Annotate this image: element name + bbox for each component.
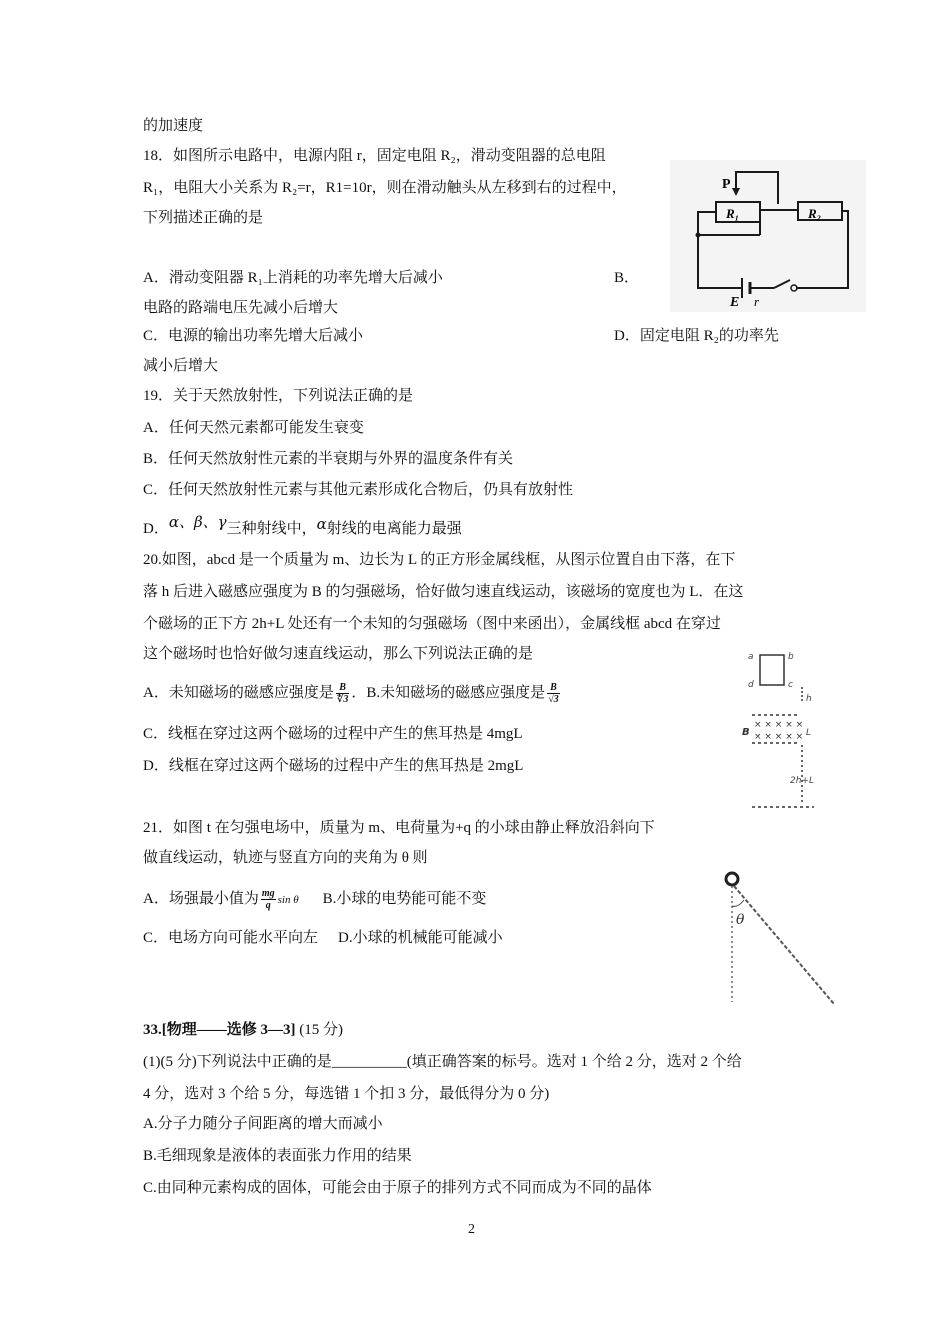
q19-option-d-mid: 三种射线中， (226, 521, 317, 537)
q20-option-a-fraction: $\frac{B}{∜3}$ (336, 682, 349, 705)
q33-header (143, 1020, 343, 1040)
q18-circuit-figure (670, 160, 866, 312)
q33-sub1-line1: (1)(5 分)下列说法中正确的是__________(填正确答案的标号。选对 1 个给 2 分，选对 2 个给 (143, 1054, 742, 1070)
q19-option-a: A．任何天然元素都可能发生衰变 (143, 420, 364, 436)
q20-stem-line1: 20.如图，abcd 是一个质量为 m、边长为 L 的正方形金属线框，从图示位置自由下落，在下 (143, 552, 736, 568)
q18-option-c: C．电源的输出功率先增大后减小 (143, 328, 364, 344)
q19-option-d-alpha: α (316, 515, 327, 533)
q20-label-d: d (748, 680, 754, 690)
q20-label-h: h (806, 694, 812, 704)
q18-label-r: r (754, 294, 760, 309)
q21-options-ab (143, 888, 486, 911)
q18-stem-line3: 下列描述正确的是 (143, 210, 264, 226)
q21-option-a: A．场强最小值为 (143, 890, 259, 907)
q20-option-a: A．未知磁场的磁感应强度是 (143, 684, 334, 701)
q19-option-d-greek: α、β、γ (168, 513, 227, 531)
q18-label-p: P (722, 177, 731, 192)
q20-label-b-field: B (742, 727, 750, 738)
q19-option-d-end: 射线的电离能力最强 (326, 521, 462, 537)
q19-option-d-label: D． (143, 521, 169, 537)
q18-option-a: A．滑动变阻器 R₁上消耗的功率先增大后减小 (143, 270, 443, 286)
q20-stem-line3: 个磁场的正下方 2h+L 处还有一个未知的匀强磁场（图中来函出），金属线框 abcd 在穿过 (143, 616, 721, 632)
q21-option-b: B.小球的电势能可能不变 (322, 890, 487, 907)
q33-title: 33.[物理——选修 3—3] (143, 1022, 296, 1038)
q20-label-l: L (806, 728, 812, 738)
q20-label-b: b (788, 652, 794, 662)
q21-stem-line2: 做直线运动，轨迹与竖直方向的夹角为 θ 则 (143, 850, 428, 866)
q21-trajectory-figure (714, 862, 844, 1012)
q19-option-b: B．任何天然放射性元素的半衰期与外界的温度条件有关 (143, 451, 514, 467)
q20-options-ab (143, 682, 562, 705)
q20-label-c: c (788, 680, 793, 690)
q20-option-c: C．线框在穿过这两个磁场的过程中产生的焦耳热是 4mgL (143, 726, 523, 742)
q21-option-d: D.小球的机械能可能减小 (338, 930, 503, 946)
q20-label-2hl: 2h+L (790, 776, 814, 786)
q20-option-b-fraction: $\frac{B}{√3}$ (548, 682, 559, 705)
q19-option-d (143, 513, 462, 539)
q20-stem-line2: 落 h 后进入磁感应强度为 B 的匀强磁场，恰好做匀速直线运动，该磁场的宽度也为 L．在这 (143, 584, 744, 600)
q18-option-b-label: B． (614, 270, 640, 286)
q18-label-e: E (730, 295, 740, 310)
q18-stem-line1: 18．如图所示电路中，电源内阻 r，固定电阻 R₂，滑动变阻器的总电阻 (143, 148, 606, 164)
q20-option-d: D．线框在穿过这两个磁场的过程中产生的焦耳热是 2mgL (143, 758, 524, 774)
q21-option-c: C．电场方向可能水平向左 (143, 930, 319, 946)
q18-stem-line2: R₁，电阻大小关系为 R₂=r，R1=10r，则在滑动触头从左移到右的过程中， (143, 180, 627, 196)
q20-stem-line4: 这个磁场时也恰好做匀速直线运动，那么下列说法正确的是 (143, 646, 534, 662)
q21-options-cd (143, 928, 503, 948)
q33-option-a: A.分子力随分子间距离的增大而减小 (143, 1116, 383, 1132)
q17-tail: 的加速度 (143, 118, 204, 134)
q33-sub1-line2: 4 分，选对 3 个给 5 分，每选错 1 个扣 3 分，最低得分为 0 分) (143, 1086, 550, 1102)
q18-option-d: D．固定电阻 R₂的功率先 (614, 328, 779, 344)
q18-label-r1: R₁ (726, 206, 740, 221)
q18-label-r2: R₂ (808, 206, 822, 221)
q18-option-d-cont: 减小后增大 (143, 358, 219, 374)
q18-option-b: 电路的路端电压先减小后增大 (143, 300, 339, 316)
q33-score: (15 分) (299, 1022, 343, 1038)
q20-label-a: a (748, 652, 754, 662)
q33-option-c: C.由同种元素构成的固体，可能会由于原子的排列方式不同而成为不同的晶体 (143, 1180, 652, 1196)
q20-magnetic-field-figure (734, 645, 834, 815)
q21-option-a-sin: sin θ (277, 893, 299, 906)
q21-label-theta: θ (736, 912, 745, 928)
q20-field-row1: × × × × × (754, 720, 804, 730)
q19-stem: 19．关于天然放射性，下列说法正确的是 (143, 388, 414, 404)
q21-stem-line1: 21．如图 t 在匀强电场中，质量为 m、电荷量为+q 的小球由静止释放沿斜向下 (143, 820, 655, 836)
q20-option-b: ．B.未知磁场的磁感应强度是 (351, 684, 546, 701)
q21-option-a-fraction: $\frac{mg}{q}$ (261, 888, 275, 911)
q19-option-c: C．任何天然放射性元素与其他元素形成化合物后，仍具有放射性 (143, 482, 574, 498)
q20-field-row2: × × × × × (754, 732, 804, 742)
q33-option-b: B.毛细现象是液体的表面张力作用的结果 (143, 1148, 412, 1164)
page-number: 2 (468, 1222, 475, 1237)
